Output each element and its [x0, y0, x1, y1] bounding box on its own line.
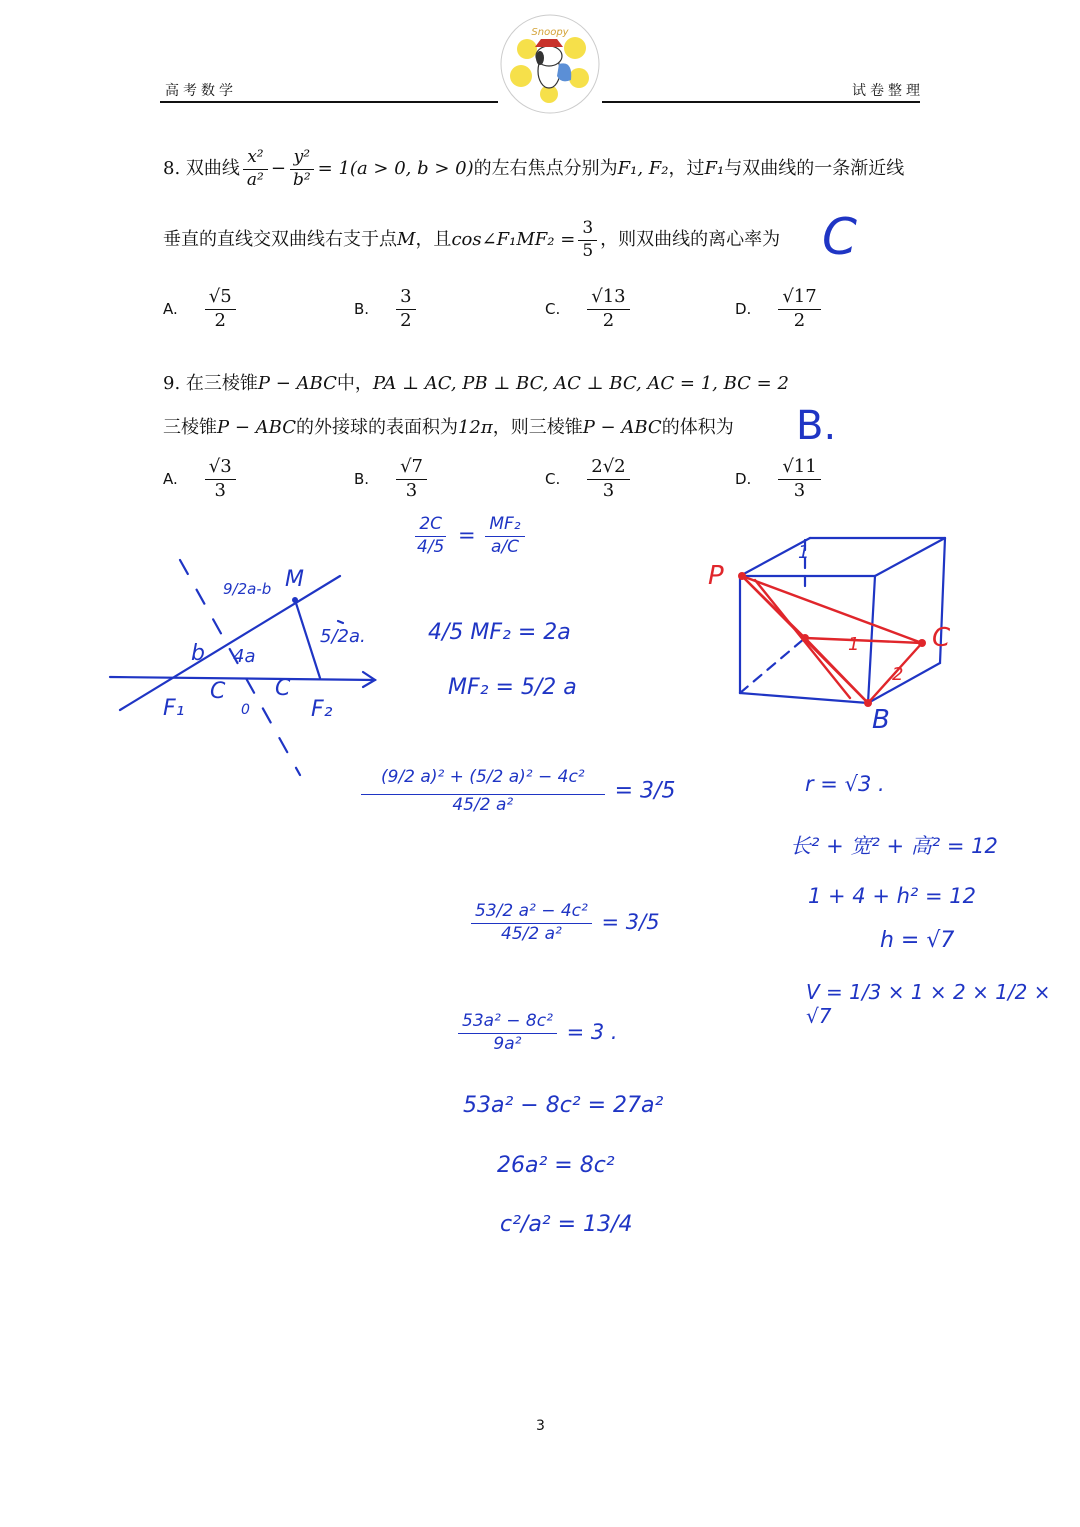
q9-option-c — [545, 457, 633, 501]
volume-work-2: 长² + 宽² + 高² = 12 — [790, 834, 998, 858]
q8-text-g: ，则双曲线的离心率为 — [600, 229, 781, 251]
q9-text-a: 在三棱锥 — [185, 373, 258, 394]
q9-option-d — [735, 457, 824, 501]
cosine-work-1: $\frac{\text{(9/2 a)² + (5/2 a)² − 4c²}}{\text{45/2 a²}}$ = 3/5 — [358, 768, 675, 815]
cosine-work-3: $\frac{\text{53a² − 8c²}}{\text{9a²}}$ = 3 . — [455, 1012, 618, 1054]
logo-text: Snoopy — [531, 27, 569, 38]
q9-text-b: 中， — [336, 373, 373, 394]
header-left-title: 高考数学 — [165, 83, 237, 99]
q9-text-d: 的外接球的表面积为 — [295, 417, 458, 438]
q9-number: 9. — [163, 373, 181, 394]
q9-option-a — [163, 457, 239, 501]
q9-text-e: ，则三棱锥 — [492, 417, 583, 438]
q8-eq-rest: = 1(a > 0, b > 0) — [317, 158, 474, 180]
header-right-title: 试卷整理 — [852, 83, 924, 99]
option-numerator: √17 — [778, 287, 820, 310]
q8-option-a — [163, 287, 239, 331]
box-label-edge-ac: 1 — [848, 634, 860, 655]
sketch-label-9: 0 — [241, 702, 250, 718]
volume-work-1: r = √3 . — [805, 772, 885, 796]
q9-stem-line2 — [163, 417, 734, 439]
option-fraction — [778, 457, 820, 501]
option-fraction — [587, 457, 629, 501]
q8-foci: F₁, F₂ — [617, 158, 669, 180]
cosine-work-4: 53a² − 8c² = 27a² — [463, 1093, 664, 1118]
option-denominator: 3 — [602, 479, 615, 501]
option-denominator: 3 — [214, 479, 226, 501]
option-label: C. — [545, 470, 561, 489]
sketch-label-4: 4a — [233, 646, 256, 667]
sketch-label-2: M — [285, 567, 304, 592]
ratio-work-2: 4/5 MF₂ = 2a — [428, 620, 571, 645]
option-denominator: 3 — [405, 479, 418, 501]
q8-text-d: 与双曲线的一条渐近线 — [724, 158, 905, 180]
q9-area: 12π — [457, 417, 493, 438]
option-denominator: 2 — [400, 309, 412, 331]
option-label: A. — [163, 470, 178, 489]
cosine-work-6: c²/a² = 13/4 — [500, 1212, 633, 1237]
option-fraction — [396, 457, 427, 501]
option-label: B. — [354, 470, 370, 489]
q8-handwritten-answer: C — [822, 208, 857, 266]
q8-cos-frac: $\frac{3}{5}$ — [578, 219, 597, 261]
q9-option-b — [354, 457, 430, 501]
option-label: C. — [545, 300, 561, 319]
q8-stem-line1: 8. 双曲线 $\frac{\text{x²}}{\text{a²}}$ − $\frac{\text{y²}}{\text{b²}}$ = 1(a > 0, b > 0)的左右焦点分别为F₁, F₂，过F₁与双曲线的一条渐近线 — [163, 147, 905, 190]
q8-cos-expr: cos∠F₁MF₂ = — [451, 229, 576, 251]
option-label: D. — [735, 300, 752, 319]
snoopy-logo — [497, 14, 603, 116]
q9-text-f: 的体积为 — [661, 417, 734, 438]
q8-option-d — [735, 287, 824, 331]
q8-frac-y: $\frac{\text{y²}}{\text{b²}}$ — [289, 148, 315, 190]
q9-pyramid-3: P − ABC — [582, 417, 662, 438]
q8-text-f: ，且 — [415, 229, 452, 251]
option-numerator: √5 — [205, 287, 236, 310]
sketch-label-6: F₁ — [163, 696, 185, 721]
page-number: 3 — [536, 1418, 545, 1434]
q9-pyramid-2: P − ABC — [217, 417, 296, 438]
q9-handwritten-answer: B. — [796, 403, 837, 449]
q8-option-c — [545, 287, 633, 331]
q8-point-m: M — [397, 229, 416, 251]
sketch-label-8: C — [275, 676, 291, 701]
box-label-edge-bc: 2 — [892, 664, 904, 685]
q9-stem-line1 — [163, 373, 789, 395]
option-numerator: √11 — [778, 457, 820, 480]
q8-f1: F₁ — [704, 158, 725, 180]
option-label: D. — [735, 470, 752, 489]
cosine-work-5: 26a² = 8c² — [497, 1153, 615, 1178]
option-denominator: 3 — [793, 479, 806, 501]
option-numerator: √13 — [587, 287, 629, 310]
sketch-label-5: 5/2a. — [320, 626, 366, 647]
option-fraction — [396, 287, 415, 331]
q9-text-c: 三棱锥 — [163, 417, 217, 438]
hyperbola-sketch — [105, 550, 395, 780]
option-numerator: 2√2 — [587, 457, 629, 480]
option-numerator: √3 — [205, 457, 236, 480]
q8-stem-line2 — [163, 219, 780, 261]
box-label-edge-1: 1 — [798, 542, 810, 563]
option-fraction — [587, 287, 629, 331]
option-numerator: √7 — [396, 457, 427, 480]
q8-number: 8. — [163, 158, 181, 180]
sketch-label-10: F₂ — [311, 697, 333, 722]
q8-frac-x: $\frac{\text{x²}}{\text{a²}}$ — [243, 148, 268, 190]
header-rule-left — [160, 101, 498, 103]
volume-work-4: h = √7 — [880, 928, 955, 953]
q8-text-e: 垂直的直线交双曲线右支于点 — [163, 229, 397, 251]
option-fraction — [205, 287, 236, 331]
q9-conditions: PA ⊥ AC, PB ⊥ BC, AC ⊥ BC, AC = 1, BC = 2 — [372, 373, 789, 394]
option-fraction — [778, 287, 820, 331]
option-numerator: 3 — [396, 287, 415, 310]
option-label: A. — [163, 300, 178, 319]
box-label-b: B — [872, 705, 890, 735]
box-pyramid-sketch — [700, 528, 980, 738]
option-denominator: 2 — [602, 309, 615, 331]
sketch-label-1: 9/2a-b — [223, 580, 272, 598]
option-fraction — [205, 457, 236, 501]
box-label-c: C — [932, 623, 951, 653]
option-denominator: 2 — [214, 309, 226, 331]
volume-work-5: V = 1/3 × 1 × 2 × 1/2 × √7 — [806, 980, 1051, 1028]
sketch-label-7: C — [210, 679, 226, 704]
ratio-work-3: MF₂ = 5/2 a — [448, 675, 577, 700]
q9-pyramid: P − ABC — [257, 373, 337, 394]
ratio-work-1: $\frac{2C}{4/5}$ = $\frac{\text{MF₂}}{a/C}$ — [410, 515, 528, 557]
option-denominator: 2 — [793, 309, 806, 331]
box-label-p: P — [708, 561, 724, 591]
option-label: B. — [354, 300, 370, 319]
sketch-label-3: b — [191, 641, 205, 666]
header-rule-right — [602, 101, 920, 103]
q8-text-c: ，过 — [668, 158, 705, 180]
q8-text-b: 的左右焦点分别为 — [473, 158, 618, 180]
cosine-work-2: $\frac{\text{53/2 a² − 4c²}}{\text{45/2 a²}}$ = 3/5 — [468, 902, 660, 944]
volume-work-3: 1 + 4 + h² = 12 — [808, 884, 977, 908]
q8-option-b — [354, 287, 419, 331]
q8-text-a: 双曲线 — [185, 158, 240, 180]
